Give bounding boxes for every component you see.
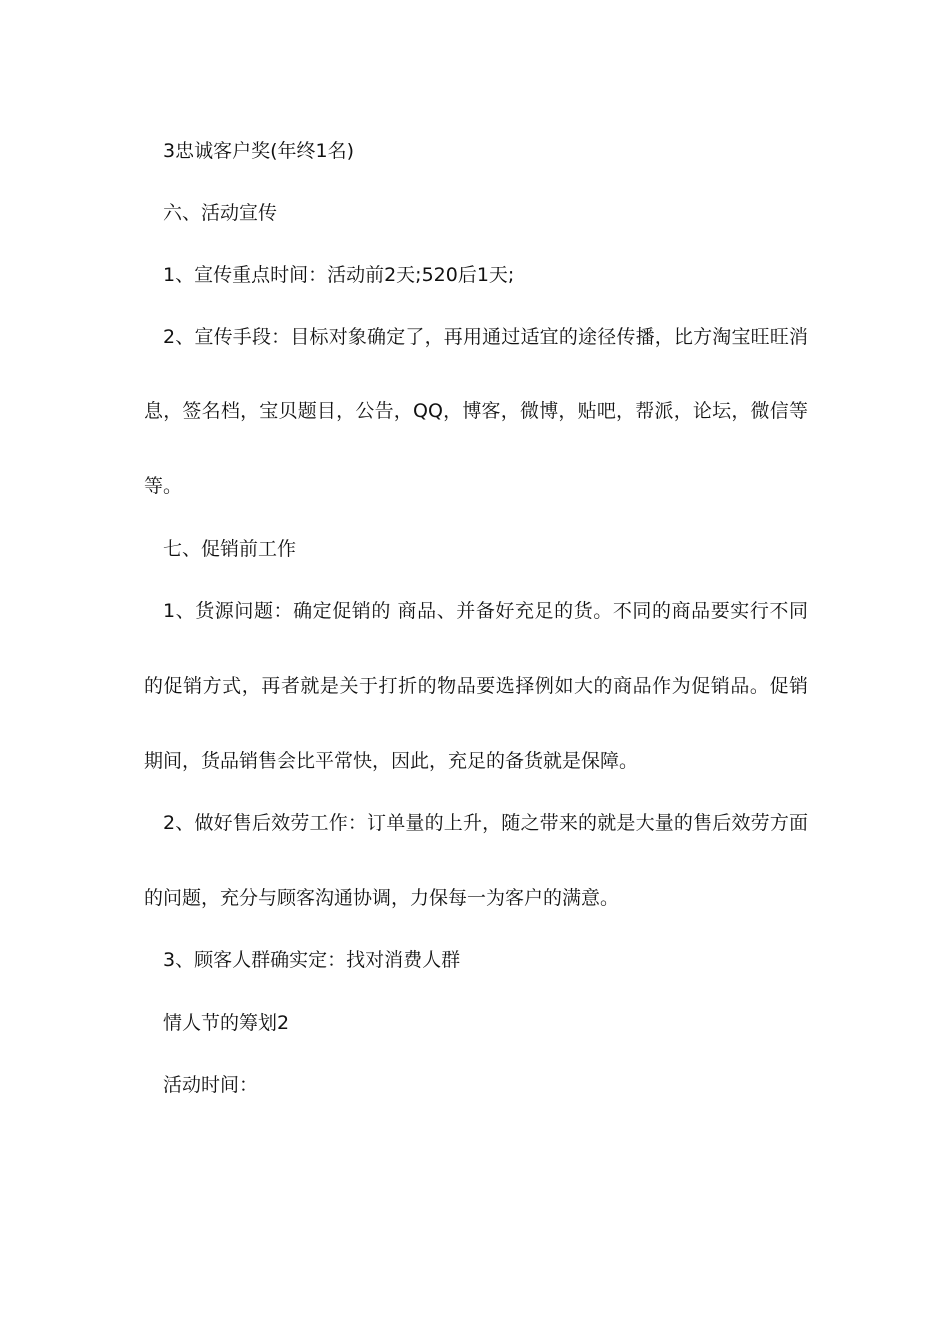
paragraph-supply-line-1: 1、货源问题：确定促销的 商品、并备好充足的货。不同的商品要实行不同 <box>163 600 808 622</box>
paragraph-supply-line-2: 的促销方式，再者就是关于打折的物品要选择例如大的商品作为促销品。促销 <box>144 675 808 697</box>
paragraph-after-sales-line-1: 2、做好售后效劳工作：订单量的上升，随之带来的就是大量的售后效劳方面 <box>163 812 808 834</box>
paragraph-activity-time: 活动时间： <box>163 1074 259 1096</box>
paragraph-promotion-timing: 1、宣传重点时间：活动前2天;520后1天; <box>163 264 515 286</box>
section-title-valentines-plan-2: 情人节的筹划2 <box>163 1012 290 1034</box>
section-heading-pre-promotion-work: 七、促销前工作 <box>163 538 297 560</box>
paragraph-supply-line-3: 期间，货品销售会比平常快，因此，充足的备货就是保障。 <box>144 750 639 772</box>
paragraph-after-sales-line-2: 的问题，充分与顾客沟通协调，力保每一为客户的满意。 <box>144 887 620 909</box>
list-item-loyal-customer-award: 3忠诚客户奖(年终1名) <box>163 140 355 162</box>
paragraph-promotion-means-line-1: 2、宣传手段：目标对象确定了，再用通过适宜的途径传播，比方淘宝旺旺消 <box>163 326 808 348</box>
paragraph-promotion-means-line-3: 等。 <box>144 475 183 497</box>
paragraph-customer-group: 3、顾客人群确实定：找对消费人群 <box>163 949 461 971</box>
section-heading-promotion: 六、活动宣传 <box>163 202 278 224</box>
paragraph-promotion-means-line-2: 息，签名档，宝贝题目，公告，QQ，博客，微博，贴吧，帮派，论坛，微信等 <box>144 400 808 422</box>
